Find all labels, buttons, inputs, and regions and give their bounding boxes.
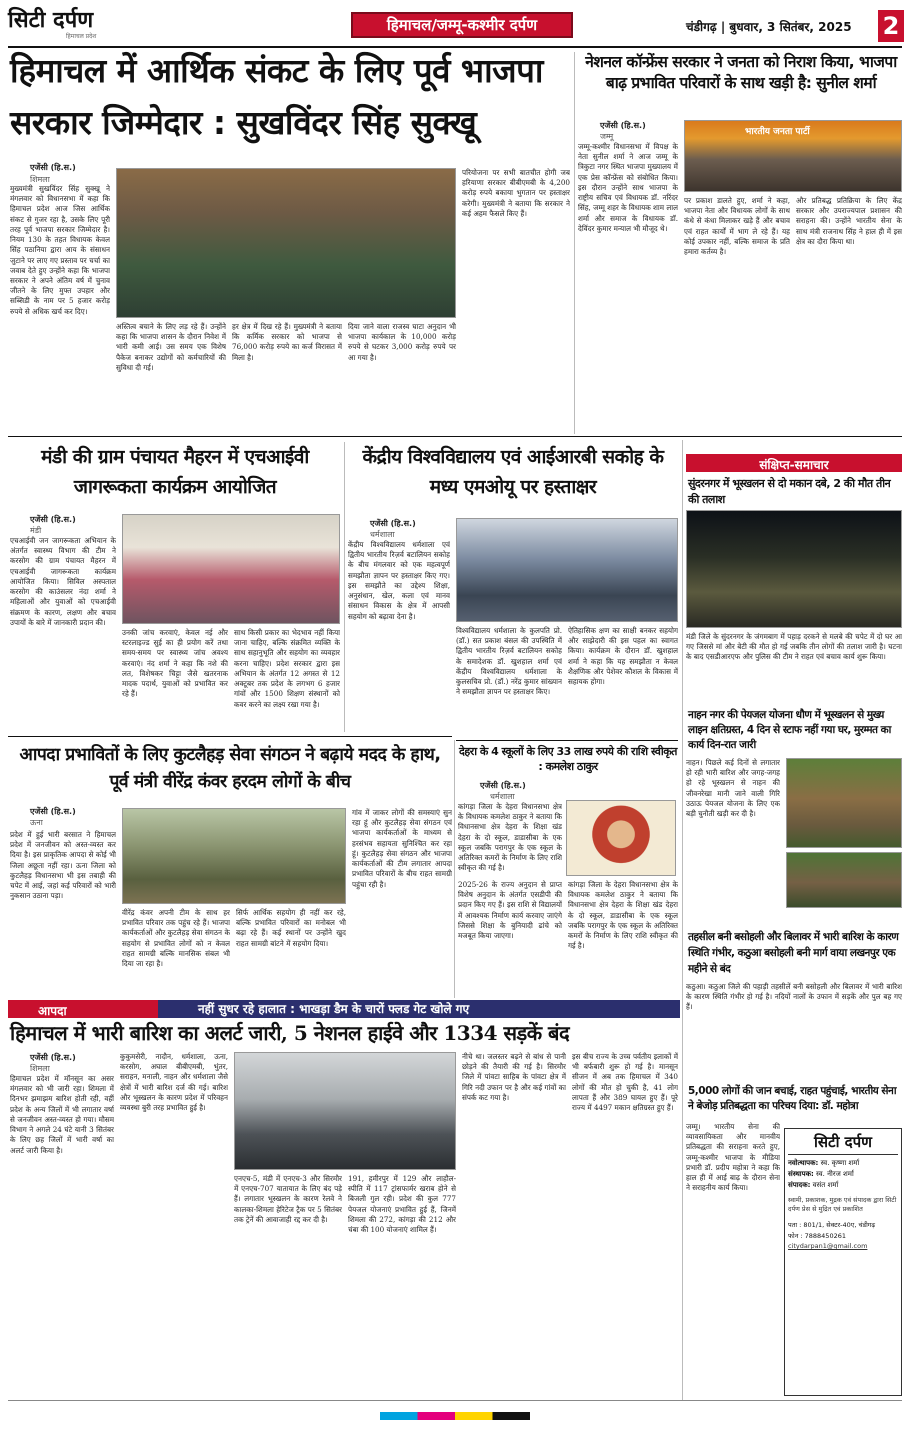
kutlehar-body-3: सिर्फ आर्थिक सहयोग ही नहीं कर रहे, बल्कि प्रभावित परिवारों का मनोबल भी बढ़ा रहे हैं। कई स्थानों पर उन्होंने खुद राहत सामग्री बांटने में सहयोग दिया।	[236, 908, 346, 948]
mandi-body-1: एचआईवी जन जागरूकता अभियान के अंतर्गत स्वास्थ्य विभाग की टीम ने करसोग की ग्राम पंचायत मैहरन में एचआईवी जागरूकता कार्यक्रम आयोजित किया। सिविल अस्पताल करसोग की काउंसलर नंदा शर्मा ने महिलाओं और युवाओं को एचआईवी संक्रमण के कारण, लक्षण और बचाव उपायों के बारे में जानकारी प्रदान की।	[10, 536, 116, 627]
upper-rule	[8, 436, 902, 437]
cu-place: धर्मशाला	[370, 530, 395, 539]
brief-headline-2: नाहन नगर की पेयजल योजना धौण में भूस्खलन से मुख्य लाइन क्षतिग्रस्त, 4 दिन से स्टाफ नहीं गया घर, मुरम्मत का कार्य दिन-रात जारी	[688, 709, 891, 752]
mandi-headline: मंडी की ग्राम पंचायत मैहरन में एचआईवी जागरूकता कार्यक्रम आयोजित	[41, 446, 309, 499]
brief-photo-3	[786, 852, 902, 908]
brief-headline-3: तहसील बनी बसोहली और बिलावर में भारी बारिश के कारण स्थिति गंभीर, कठुआ बसोहली बनी मार्ग वाया लखनपुर एक महीने से बंद	[688, 931, 899, 975]
brief-body-4: जम्मू। भारतीय सेना की व्यावसायिकता और मानवीय प्रतिबद्धता की सराहना करते हुए, जम्मू-कश्मीर भाजपा के मीडिया प्रभारी डॉ. प्रदीप महोत्रा ने कहा कि हाल ही में आई बाढ़ के दौरान सेना ने सराहनीय कार्य किया।	[686, 1122, 780, 1193]
page-number-text: 2	[882, 12, 900, 40]
dehra-rule	[456, 740, 678, 741]
masthead	[8, 6, 902, 46]
kutlehar-body-4: गांव में जाकर लोगों की समस्याएं सुन रहा हूं और कुटलैहड़ सेवा संगठन एवं भाजपा कार्यकर्ताओं के माध्यम से हरसंभव सहायता सुनिश्चित कर रहा हूं। कुटलैहड़ सेवा संगठन और भाजपा कार्यकर्ताओं की टीम लगातार आपदा प्रभावित परिवारों के बीच राहत सामग्री पहुंचा रही है।	[352, 808, 452, 889]
lead-photo	[116, 168, 456, 318]
kutlehar-divider	[454, 740, 455, 998]
brief-headline-1: सुंदरनगर में भूस्खलन से दो मकान दबे, 2 की मौत तीन की तलाश	[688, 477, 891, 506]
nc-photo-banner: भारतीय जनता पार्टी	[745, 127, 810, 137]
brief-headline-4: 5,000 लोगों की जान बचाई, राहत पहुंचाई, भारतीय सेना ने बेजोड़ प्रतिबद्धता का परिचय दिया: डॉ. महोत्रा	[688, 1085, 897, 1113]
logo-text: सिटी दर्पण	[8, 8, 94, 33]
brief-body-2: नाहन। पिछले कई दिनों से लगातार हो रही भारी बारिश और जगह-जगह हो रहे भूस्खलन से नाहन की जीवनरेखा मानी जाने वाली गिरि उठाऊ पेयजल योजना के लिए एक बड़ी चुनौती खड़ी कर दी है।	[686, 758, 780, 819]
cu-photo	[456, 518, 678, 622]
rain-place: शिमला	[30, 1064, 50, 1073]
nc-headline: नेशनल कॉन्फ्रेंस सरकार ने जनता को निराश किया, भाजपा बाढ़ प्रभावित परिवारों के साथ खड़ी है: सुनील शर्मा	[585, 53, 897, 92]
imprint-note: स्वामी, प्रकाशक, मुद्रक एवं संपादक द्वारा सिटी दर्पण प्रेस से मुद्रित एवं प्रकाशित	[788, 1196, 897, 1214]
imprint-row-1: संस्थापक: स्व. नीरज शर्मा	[788, 1170, 854, 1178]
rain-body-2: कुकुमसेरी, नादौन, धर्मशाला, ऊना, करसोग, अघाल बीबीएमबी, भुंतर, सराहन, मनाली, नाहन और धर्मशाला जैसे क्षेत्रों में भारी बारिश दर्ज की गई। बारिश और भूस्खलन के कारण प्रदेश में परिवहन व्यवस्था बुरी तरह प्रभावित हुई है।	[120, 1052, 228, 1113]
imprint-box	[784, 1128, 902, 1396]
kutlehar-byline: एजेंसी (हि.स.)	[30, 807, 76, 816]
dehra-headline: देहरा के 4 स्कूलों के लिए 33 लाख रुपये की राशि स्वीकृत : कमलेश ठाकुर	[459, 745, 677, 774]
mandi-body-3: साथ किसी प्रकार का भेदभाव नहीं किया जाना चाहिए, बल्कि संक्रमित व्यक्ति के साथ सहानुभूति और सहयोग का व्यवहार करना चाहिए। प्रदेश सरकार द्वारा इस अभियान के अंतर्गत 12 अगस्त से 12 अक्टूबर तक प्रदेश के लगभग 6 हजार गांवों और 1500 शिक्षण संस्थानों को कवर करने का लक्ष्य रखा गया है।	[234, 628, 340, 709]
cu-body-3: ऐतिहासिक क्षण का साक्षी बनकर सहयोग और साझेदारी की इस पहल का स्वागत किया। कार्यक्रम के दौरान डॉ. खुशहाल शर्मा ने कहा कि यह समझौता न केवल शैक्षणिक और पेशेवर कौशल के विकास में सहायक होगा।	[568, 626, 678, 687]
imprint-email: citydarpan1@gmail.com	[788, 1242, 868, 1251]
nc-body-2: पर प्रकाश डालते हुए, शर्मा ने कहा, भाजपा नेता और विधायक लोगों के साथ कंधे से कंधा मिलाकर खड़े हैं और बचाव एवं राहत कार्यों में भाग ले रहे हैं। यह कोई उपकार नहीं, बल्कि समाज के प्रति हमारा कर्तव्य है।	[684, 196, 790, 257]
nc-byline: एजेंसी (हि.स.)	[600, 121, 646, 130]
brief-body-1: मंडी जिले के सुंदरनगर के जंगमबाग में पहाड़ दरकने से मलबे की चपेट में दो घर आ गए जिससे मां और बेटी की मौत हो गई जबकि तीन लोगों की तलाश जारी है। घटना के बाद एसडीआरएफ और पुलिस की टीम ने राहत एवं बचाव कार्य शुरू किया।	[686, 632, 902, 662]
imprint-address: पता : 801/1, सेक्टर-40ए, चंडीगढ़	[788, 1221, 876, 1230]
kutlehar-place: ऊना	[30, 818, 43, 827]
brief-photo-1	[686, 510, 902, 628]
imprint-logo: सिटी दर्पण	[788, 1132, 898, 1155]
dateline: चंडीगढ़ | बुधवार, 3 सितंबर, 2025	[686, 20, 852, 34]
nc-body-1: जम्मू-कश्मीर विधानसभा में विपक्ष के नेता सुनील शर्मा ने आज जम्मू के त्रिकुटा नगर स्थित भाजपा मुख्यालय में एक प्रेस कॉन्फ्रेंस को संबोधित किया। इस दौरान उन्होंने साथ भाजपा के राष्ट्रीय सचिव एवं विधायक डॉ. नरिंदर सिंह, जम्मू शहर के विधायक शाम लाल शर्मा और समाज के विधायक डॉ. देविंदर कुमार मन्याल भी मौजूद थे।	[578, 142, 678, 233]
mandi-photo	[122, 514, 340, 624]
dehra-photo	[566, 800, 676, 876]
imprint-row-0: नवोत्थापक: स्व. कृष्णा शर्मा	[788, 1159, 860, 1167]
mandi-divider	[344, 442, 345, 732]
dehra-body-3: कांगड़ा जिला के देहरा विधानसभा क्षेत्र के विधायक कमलेश ठाकुर ने बताया कि विधानसभा क्षेत्र देहरा के शिक्षा खंड देहरा के दो स्कूल, डाडासीबा के एक स्कूल जबकि परागपुर के एक स्कूल के अतिरिक्त कमरों के निर्माण के लिए राशि स्वीकृत की गई है।	[568, 880, 678, 951]
lead-col-2: अस्तित्व बचाने के लिए लड़ रहे हैं। उन्होंने कहा कि भाजपा शासन के दौरान निवेश में भारी कमी आई। उस समय एक विशेष पैकेज बनाकर उद्योगों को कर्मचारियों की सुविधा दी गई।	[116, 322, 226, 372]
rain-photo	[234, 1052, 456, 1170]
logo-sub: हिमाचल प्रदेश	[66, 33, 97, 40]
rain-body-3: एनएच-5, मंडी में एनएच-3 और सिरमौर में एनएच-707 यातायात के लिए बंद पड़े हैं। लगातार भूस्खलन के कारण रेलवे ने कालका-शिमला हेरिटेज ट्रैक पर 5 सितंबर तक ट्रेनें की आवाजाही रद्द कर दी है।	[234, 1174, 342, 1224]
dehra-body-1: कांगड़ा जिला के देहरा विधानसभा क्षेत्र के विधायक कमलेश ठाकुर ने बताया कि विधानसभा क्षेत्र देहरा के शिक्षा खंड देहरा के दो स्कूल, डाडासीबा के एक स्कूल जबकि परागपुर के एक स्कूल के अतिरिक्त कमरों के निर्माण के लिए राशि स्वीकृत की गई है।	[458, 802, 562, 873]
imprint-phone: फोन : 7888450261	[788, 1232, 846, 1241]
aapda-kicker: नहीं सुधर रहे हालात : भाखड़ा डैम के चारों फ्लड गेट खोले गए	[198, 1002, 470, 1016]
lead-place: शिमला	[30, 175, 50, 184]
nc-place: जम्मू	[600, 132, 614, 141]
brief-body-3: कठुआ। कठुआ जिले की पहाड़ी तहसीलें बनी बसोहली और बिलावर में भारी बारिश के कारण स्थिति गंभीर हो गई है। नदियों नालों के उफान में सड़कें और पुल बह गए हैं।	[686, 982, 902, 1012]
lead-col-3: हर क्षेत्र में दिख रहे हैं। मुख्यमंत्री ने बताया कि कर्मिक सरकार को भाजपा से 76,000 करोड़ रुपये का कर्ज विरासत में मिला है।	[232, 322, 342, 362]
cu-headline: केंद्रीय विश्वविद्यालय एवं आईआरबी सकोह के मध्य एमओयू पर हस्ताक्षर	[362, 446, 664, 499]
lead-byline: एजेंसी (हि.स.)	[30, 163, 76, 172]
kutlehar-rule	[8, 736, 452, 737]
cu-byline: एजेंसी (हि.स.)	[370, 519, 416, 528]
nc-body-3: और प्रतिबद्ध प्रतिक्रिया के लिए केंद्र सरकार और उपराज्यपाल प्रशासन की सराहना की। उन्होंने भारतीय सेना के साथ मंत्री राजनाथ सिंह ने हाल ही में इस क्षेत्र का दौरा किया था।	[796, 196, 902, 246]
lead-col-4: दिया जाने वाला राजस्व घाटा अनुदान भी भाजपा कार्यकाल के 10,000 करोड़ रुपये से घटकर 3,000 करोड़ रुपये पर आ गया है।	[348, 322, 456, 362]
mandi-place: मंडी	[30, 526, 42, 535]
logo	[8, 6, 118, 46]
kutlehar-photo	[122, 808, 346, 904]
dehra-place: धर्मशाला	[490, 792, 515, 801]
rain-byline: एजेंसी (हि.स.)	[30, 1053, 76, 1062]
rain-body-1: हिमाचल प्रदेश में मॉनसून का असर मंगलवार को भी जारी रहा। शिमला में दिनभर झमाझम बारिश होती रही, वहीं प्रदेश के अन्य जिलों में भी लगातार वर्षा से जनजीवन अस्त-व्यस्त हो गया। मौसम विभाग ने अगले 24 घंटे यानी 3 सितंबर के लिए छह जिलों में भारी वर्षा का अलर्ट जारी किया है।	[10, 1074, 114, 1155]
rain-body-6: इस बीच राज्य के उच्च पर्वतीय इलाकों में भी बर्फबारी शुरू हो गई है। मानसून सीजन में अब तक हिमाचल में 340 लोगों की मौत हो चुकी है, 41 लोग लापता हैं और 389 घायल हुए हैं। पूरे राज्य में 4497 मकान क्षतिग्रस्त हुए हैं।	[572, 1052, 678, 1113]
aapda-label-box	[8, 1000, 158, 1018]
news-brief-label-box	[686, 454, 902, 472]
nc-photo	[684, 120, 902, 192]
page-number	[878, 10, 904, 42]
lead-col-1: मुख्यमंत्री सुखविंदर सिंह सुक्खू ने मंगलवार को विधानसभा में कहा कि हिमाचल प्रदेश आज जिस आर्थिक संकट से गुजर रहा है, उसके लिए पूरी तरह पूर्व भाजपा सरकार जिम्मेदार है। नियम 130 के तहत विधायक केवल सिंह पठानिया द्वारा आय के संसाधन जुटाने पर लाए गए प्रस्ताव पर चर्चा का जवाब देते हुए उन्होंने कहा कि भाजपा सरकार ने अपने अंतिम वर्ष में चुनाव जीतने के लिए मुफ्त उपहार और सब्सिडी के नाम पर 5 हजार करोड़ रुपये से अधिक खर्च कर दिए।	[10, 184, 110, 316]
kutlehar-headline: आपदा प्रभावितों के लिए कुटलैहड़ सेवा संगठन ने बढ़ाये मदद के हाथ, पूर्व मंत्री वीरेंद्र कंवर हरदम लोगों के बीच	[19, 745, 441, 793]
cu-body-2: विश्वविद्यालय धर्मशाला के कुलपति प्रो. (डॉ.) सत प्रकाश बंसल की उपस्थिति में द्वितीय भारतीय रिज़र्व बटालियन सकोह के समादेशक डॉ. खुशहाल शर्मा एवं केंद्रीय विश्वविद्यालय धर्मशाला के कुलसचिव प्रो. (डॉ.) नरेंद्र कुमार सांख्यान ने समझौता ज्ञापन पर हस्ताक्षर किए।	[456, 626, 562, 697]
dehra-body-2: 2025-26 के राज्य अनुदान से प्राप्त विशेष अनुदान के अंतर्गत एसडीपी की प्रदान किए गए हैं। इस राशि से विद्यालयों में आवश्यक निर्माण कार्य करवाए जाएंगे जिससे शिक्षा के बुनियादी ढांचे को मजबूत किया जाएगा।	[458, 880, 562, 941]
mandi-byline: एजेंसी (हि.स.)	[30, 515, 76, 524]
brief-photo-2	[786, 758, 902, 848]
footer-rule	[8, 1400, 902, 1401]
cu-body-1: केंद्रीय विश्वविद्यालय धर्मशाला एवं द्वितीय भारतीय रिज़र्व बटालियन सकोह के बीच मंगलवार को एक महत्वपूर्ण समझौता ज्ञापन पर हस्ताक्षर किए गए। इस समझौते का उद्देश्य शिक्षा, अनुसंधान, खेल, कला एवं मानव संसाधन विकास के क्षेत्र में आपसी सहयोग को बढ़ावा देना है।	[348, 540, 450, 621]
kutlehar-body-1: प्रदेश में हुई भारी बरसात ने हिमाचल प्रदेश में जनजीवन को अस्त-व्यस्त कर दिया है। इस प्राकृतिक आपदा से कोई भी जिला अछूता नहीं रहा। ऊना जिला को कुटलैहड़ विधानसभा भी इस तबाही की चपेट में आई, जहां कई परिवारों को भारी नुकसान उठाना पड़ा।	[10, 830, 116, 901]
lead-divider	[574, 52, 575, 434]
kutlehar-body-2: वीरेंद्र कंवर अपनी टीम के साथ हर प्रभावित परिवार तक पहुंच रहे हैं। भाजपा कार्यकर्ताओं और कुटलैहड़ सेवा संगठन के सहयोग से प्रभावित लोगों को न केवल राहत सामग्री बल्कि मानसिक संबल भी दिया जा रहा है।	[122, 908, 230, 969]
aapda-label: आपदा	[38, 1004, 67, 1018]
news-brief-label: संक्षिप्त-समाचार	[759, 458, 829, 472]
rain-body-4: 191, हमीरपुर में 129 और लाहौल-स्पीति में 117 ट्रांसफार्मर खराब होने से बिजली गुल रही। प्रदेश की कुल 777 पेयजल योजनाएं प्रभावित हुई हैं, जिनमें शिमला की 272, कांगड़ा की 212 और चंबा की 100 योजनाएं शामिल हैं।	[348, 1174, 456, 1235]
lead-headline-2: सरकार जिम्मेदार : सुखविंदर सिंह सुक्खू	[10, 103, 477, 142]
rain-headline: हिमाचल में भारी बारिश का अलर्ट जारी, 5 नेशनल हाईवे और 1334 सड़कें बंद	[10, 1021, 570, 1045]
aapda-strip	[8, 1000, 680, 1018]
footer-color-bar	[380, 1412, 530, 1420]
imprint-row-2: संपादक: वसंत शर्मा	[788, 1181, 839, 1189]
rain-body-5: नीचे था। जलस्तर बढ़ने से बांध से पानी छोड़ने की तैयारी की गई है। सिरमौर जिले में पांवटा साहिब के पांवटा क्षेत्र में गिरि नदी उफान पर है और कई गांवों का संपर्क कट गया है।	[462, 1052, 566, 1102]
masthead-rule	[8, 46, 902, 48]
section-banner	[351, 12, 573, 38]
mandi-body-2: उनकी जांच करवाएं, केवल नई और स्टरलाइज्ड सुई का ही प्रयोग करें तथा समय-समय पर स्वास्थ्य जांच अवश्य करवाएं। नंद शर्मा ने कहा कि नशे की लत, विशेषकर चिट्टा जैसे खतरनाक मादक पदार्थ, युवाओं को प्रभावित कर रहे हैं।	[122, 628, 228, 699]
sidebar-divider	[682, 440, 683, 1400]
lead-headline-1: हिमाचल में आर्थिक संकट के लिए पूर्व भाजपा	[10, 51, 543, 90]
dehra-byline: एजेंसी (हि.स.)	[480, 781, 526, 790]
lead-col-5: परियोजना पर सभी बातचीत होगी जब हरियाणा सरकार बीबीएमबी के 4,200 करोड़ रुपये बकाया भुगतान पर हस्ताक्षर करेगी। मुख्यमंत्री ने बताया कि सरकार ने कई अहम फैसले किए हैं।	[462, 168, 570, 218]
section-title: हिमाचल/जम्मू-कश्मीर दर्पण	[386, 16, 538, 34]
